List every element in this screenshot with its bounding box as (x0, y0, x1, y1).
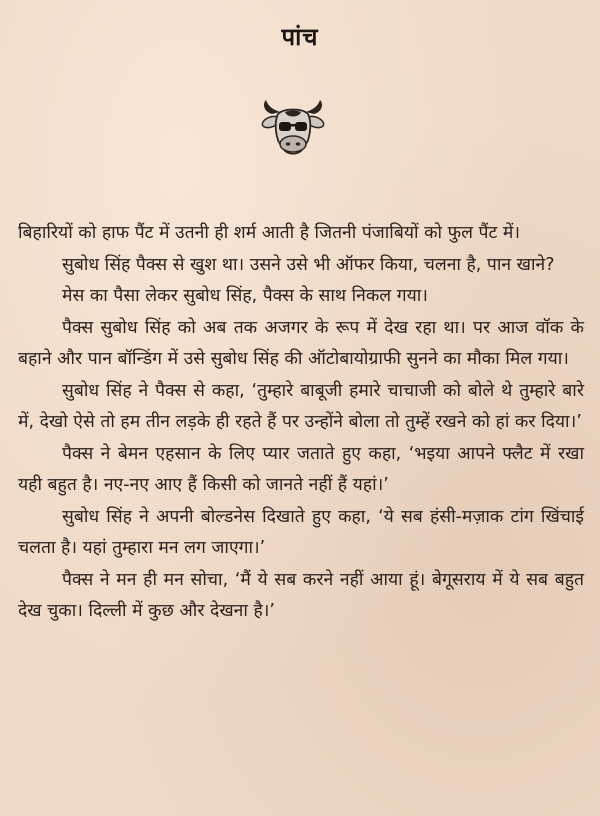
cow-face-with-sunglasses-icon (258, 100, 328, 160)
paragraph: पैक्स ने मन ही मन सोचा, ‘मैं ये सब करने नहीं आया हूं। बेगूसराय में ये सब बहुत देख चुका। दिल्ली में कुछ और देखना है।’ (18, 569, 584, 621)
paragraph: पैक्स सुबोध सिंह को अब तक अजगर के रूप में देख रहा था। पर आज वॉक के बहाने और पान बॉन्डिंग में उसे सुबोध सिंह की ऑटोबायोग्राफी सुनने का मौका मिल गया। (18, 317, 584, 369)
paragraph: सुबोध सिंह पैक्स से खुश था। उसने उसे भी ऑफर किया, चलना है, पान खाने? (62, 254, 555, 275)
chapter-body (18, 218, 584, 628)
paragraph: मेस का पैसा लेकर सुबोध सिंह, पैक्स के साथ निकल गया। (62, 286, 428, 306)
paragraph: बिहारियों को हाफ पैंट में उतनी ही शर्म आती है जितनी पंजाबियों को फुल पैंट में। (18, 223, 520, 243)
paragraph: पैक्स ने बेमन एहसान के लिए प्यार जताते हुए कहा, ‘भइया आपने फ्लैट में रखा यही बहुत है। नए-नए आए हैं किसी को जानते नहीं हैं यहां।’ (18, 443, 584, 495)
chapter-title: पांच (281, 23, 319, 51)
paragraph: सुबोध सिंह ने अपनी बोल्डनेस दिखाते हुए कहा, ‘ये सब हंसी-मज़ाक टांग खिंचाई चलता है। यहां तुम्हारा मन लग जाएगा।’ (18, 506, 584, 558)
paragraph: सुबोध सिंह ने पैक्स से कहा, ‘तुम्हारे बाबूजी हमारे चाचाजी को बोले थे तुम्हारे बारे में, देखो ऐसे तो हम तीन लड़के ही रहते हैं पर उन्होंने बोला तो तुम्हें रखने को हां कर दिया।’ (18, 380, 584, 432)
